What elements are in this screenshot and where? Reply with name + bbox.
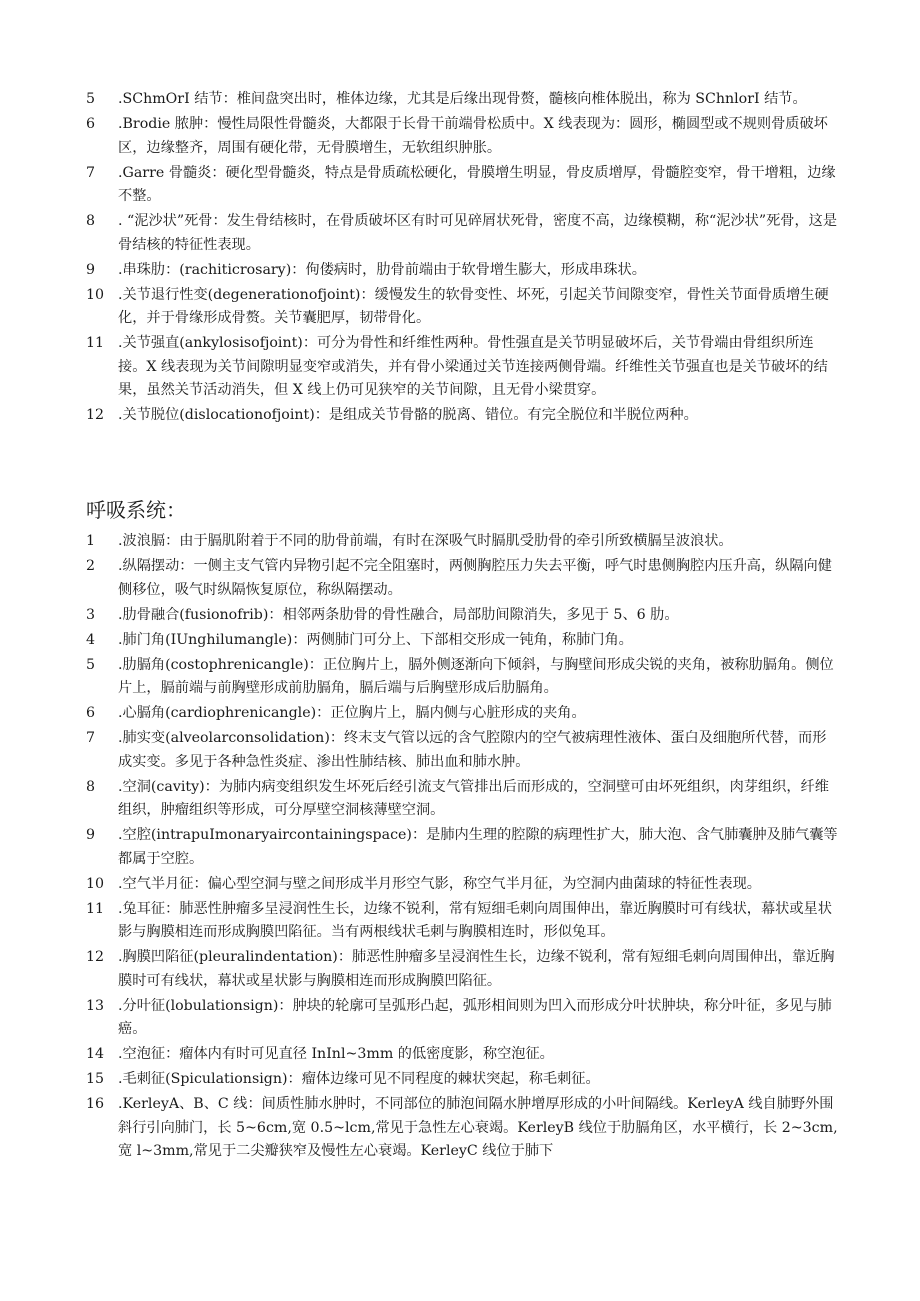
item-number: 12 [86, 949, 105, 965]
list-item [0, 332, 920, 403]
list-item [0, 88, 920, 112]
item-text: .兔耳征：肺恶性肿瘤多呈浸润性生长，边缘不锐利，常有短细毛刺向周围伸出，靠近胸膜时可有线状，幕状或星状影与胸膜相连而形成胸膜凹陷征。当有两根线状毛刺与胸膜相连时，形似兔耳。 [118, 900, 832, 940]
list-item [0, 113, 920, 160]
list-item [0, 776, 920, 823]
item-number: 6 [86, 116, 96, 132]
item-number: 14 [86, 1046, 105, 1062]
item-number: 4 [86, 631, 96, 648]
item-number: 13 [86, 997, 105, 1014]
item-number: 12 [86, 407, 105, 423]
item-text: .关节退行性变(degenerationofjoint)：缓慢发生的软骨变性、坏死，引起关节间隙变窄，骨性关节面骨质增生硬化，并于骨缘形成骨赘。关节囊肥厚，韧带骨化。 [118, 286, 829, 326]
item-text: .波浪膈：由于膈肌附着于不同的肋骨前端，有时在深吸气时膈肌受肋骨的牵引所致横膈呈波浪状。 [118, 533, 733, 549]
list-item [0, 727, 920, 774]
item-text: .分叶征(lobulationsign)：肿块的轮廓可呈弧形凸起，弧形相间则为凹入而形成分叶状肿块，称分叶征，多见与肺癌。 [118, 997, 832, 1037]
section1-list [0, 88, 920, 429]
item-number: 10 [86, 286, 105, 303]
item-text: . “泥沙状”死骨：发生骨结核时，在骨质破坏区有时可见碎屑状死骨，密度不高，边缘模糊，称“泥沙状”死骨，这是骨结核的特征性表现。 [118, 213, 838, 253]
list-item [0, 824, 920, 871]
item-text: .肺门角(IUnghilumangle)：两侧肺门可分上、下部相交形成一钝角，称肺门角。 [118, 631, 633, 648]
item-number: 7 [86, 164, 96, 181]
item-text: .空腔(intrapuImonaryaircontainingspace)：是肺内生理的腔隙的病理性扩大，肺大泡、含气肺囊肿及肺气囊等都属于空腔。 [118, 827, 838, 867]
list-item [0, 284, 920, 331]
list-item [0, 604, 920, 628]
item-text: .心膈角(cardiophrenicangle)：正位胸片上，膈内侧与心脏形成的夹角。 [118, 705, 586, 721]
item-number: 16 [86, 1096, 105, 1112]
item-text: .SChmOrI 结节：椎间盘突出时，椎体边缘，尤其是后缘出现骨赘，髓核向椎体脱出，称为 SChnlorI 结节。 [118, 91, 807, 107]
item-text: .肺实变(alveolarconsolidation)：终末支气管以远的含气腔隙内的空气被病理性液体、蛋白及细胞所代替，而形成实变。多见于各种急性炎症、渗出性肺结核、肺出血和肺水肿。 [118, 730, 827, 770]
section-title: 呼吸系统： [86, 498, 186, 522]
item-text: .串珠肋：(rachiticrosary)：佝偻病时，肋骨前端由于软骨增生膨大，形成串珠状。 [118, 261, 646, 278]
list-item [0, 404, 920, 428]
list-item [0, 530, 920, 554]
item-number: 5 [86, 91, 96, 107]
section2-list [0, 530, 920, 1165]
list-item [0, 946, 920, 993]
item-number: 15 [86, 1071, 105, 1087]
list-item [0, 1068, 920, 1092]
item-number: 8 [86, 778, 96, 795]
list-item [0, 259, 920, 283]
item-text: .肋膈角(costophrenicangle)：正位胸片上，膈外侧逐渐向下倾斜，与胸壁间形成尖锐的夹角，被称肋膈角。侧位片上，膈前端与前胸壁形成前肋膈角，膈后端与后胸壁形成后肋膈角。 [118, 656, 834, 696]
item-number: 7 [86, 730, 96, 746]
list-item [0, 1043, 920, 1067]
item-text: .KerleyA、B、C 线：间质性肺水肿时，不同部位的肺泡间隔水肿增厚形成的小叶间隔线。KerleyA 线自肺野外围斜行引向肺门，长 5~6cm,宽 0.5~lcm,常见于急性左心衰竭。KerleyB 线位于肋膈角区，水平横行，长 2~3cm,宽 l~3mm,常见于二尖瓣狭窄及慢性左心衰竭。KerleyC 线位于肺下 [118, 1096, 838, 1159]
list-item [0, 654, 920, 701]
item-text: .关节脱位(dislocationofjoint)：是组成关节骨骼的脱离、错位。有完全脱位和半脱位两种。 [118, 407, 698, 423]
item-text: .空洞(cavity)：为肺内病变组织发生坏死后经引流支气管排出后而形成的，空洞壁可由坏死组织，肉芽组织，纤维组织，肿瘤组织等形成，可分厚壁空洞核薄壁空洞。 [118, 778, 829, 818]
item-text: .毛刺征(Spiculationsign)：瘤体边缘可见不同程度的棘状突起，称毛刺征。 [118, 1071, 600, 1087]
item-number: 11 [86, 900, 105, 917]
item-text: .肋骨融合(fusionofrib)：相邻两条肋骨的骨性融合，局部肋间隙消失，多见于 5、6 肋。 [118, 606, 679, 623]
item-number: 9 [86, 261, 96, 278]
item-number: 3 [86, 606, 96, 623]
item-number: 8 [86, 213, 96, 229]
item-number: 11 [86, 335, 105, 351]
list-item [0, 702, 920, 726]
item-number: 6 [86, 705, 96, 721]
list-item [0, 995, 920, 1042]
item-text: .Garre 骨髓炎：硬化型骨髓炎，特点是骨质疏松硬化，骨膜增生明显，骨皮质增厚，骨髓腔变窄，骨干增粗，边缘不整。 [118, 164, 836, 204]
list-item [0, 629, 920, 653]
list-item [0, 873, 920, 897]
item-number: 1 [86, 533, 96, 549]
item-text: .胸膜凹陷征(pleuralindentation)：肺恶性肿瘤多呈浸润性生长，边缘不锐利，常有短细毛刺向周围伸出，靠近胸膜时可有线状，幕状或星状影与胸膜相连而形成胸膜凹陷征。 [118, 949, 835, 989]
item-text: .关节强直(ankylosisofjoint)：可分为骨性和纤维性两种。骨性强直是关节明显破坏后，关节骨端由骨组织所连接。X 线表现为关节间隙明显变窄或消失，并有骨小梁通过关节连接两侧骨端。纤维性关节强直也是关节破坏的结果，虽然关节活动消失，但 X 线上仍可见狭窄的关节间隙，且无骨小梁贯穿。 [118, 335, 828, 398]
item-number: 10 [86, 875, 105, 892]
item-text: .纵隔摆动：一侧主支气管内异物引起不完全阻塞时，两侧胸腔压力失去平衡，呼气时患侧胸腔内压升高，纵隔向健侧移位，吸气时纵隔恢复原位，称纵隔摆动。 [118, 558, 832, 598]
item-text: .Brodie 脓肿：慢性局限性骨髓炎，大都限于长骨干前端骨松质中。X 线表现为：圆形，椭圆型或不规则骨质破坏区，边缘整齐，周围有硬化带，无骨膜增生，无软组织肿胀。 [118, 116, 828, 156]
list-item [0, 1093, 920, 1164]
item-number: 2 [86, 558, 96, 574]
list-item [0, 898, 920, 945]
item-number: 5 [86, 656, 96, 673]
list-item [0, 210, 920, 257]
item-text: .空气半月征：偏心型空洞与壁之间形成半月形空气影，称空气半月征，为空洞内曲菌球的特征性表现。 [118, 875, 761, 892]
list-item [0, 555, 920, 602]
item-text: .空泡征：瘤体内有时可见直径 InInl~3mm 的低密度影，称空泡征。 [118, 1046, 554, 1062]
item-number: 9 [86, 827, 96, 843]
list-item [0, 162, 920, 209]
